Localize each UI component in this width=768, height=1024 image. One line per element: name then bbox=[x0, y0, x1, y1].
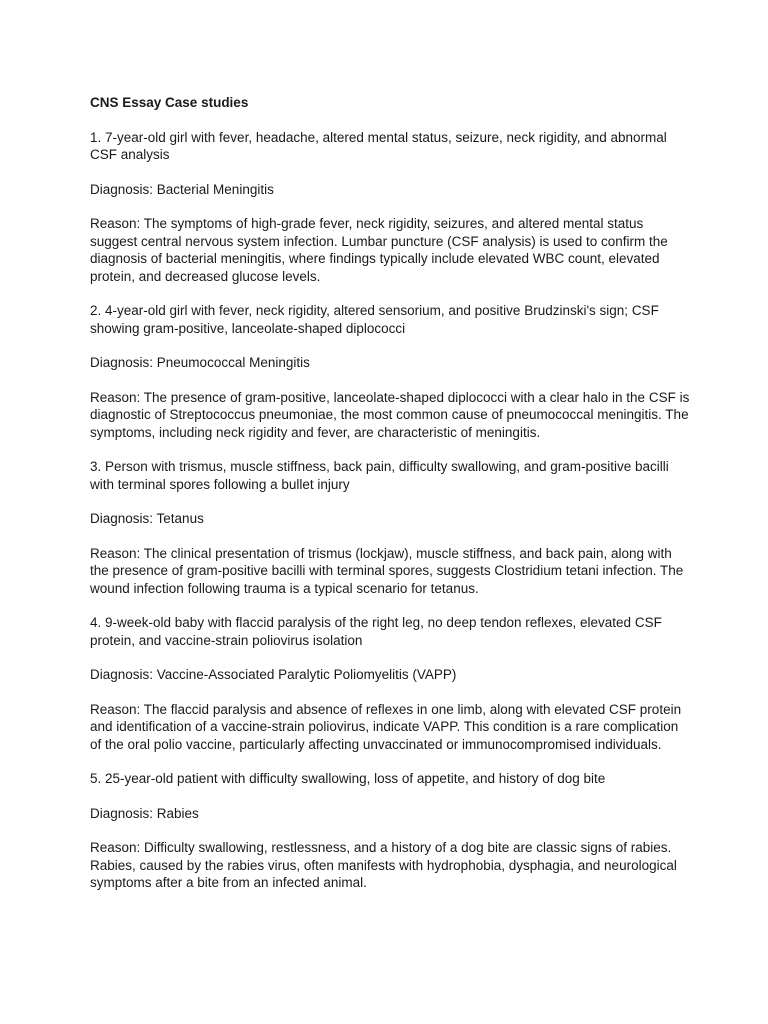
case-3-reason: Reason: The clinical presentation of trismus (lockjaw), muscle stiffness, and back pain, along with the presence of gram-positive bacilli with terminal spores, suggests Clostridium tetani infection. The wound infection following trauma is a typical scenario for tetanus. bbox=[90, 545, 684, 596]
case-5-description: 5. 25-year-old patient with difficulty swallowing, loss of appetite, and history of dog bite bbox=[90, 771, 606, 786]
case-4-description: 4. 9-week-old baby with flaccid paralysis of the right leg, no deep tendon reflexes, elevated CSF protein, and vaccine-strain poliovirus isolation bbox=[90, 615, 662, 648]
case-1-diagnosis: Diagnosis: Bacterial Meningitis bbox=[90, 181, 274, 197]
case-5-reason: Reason: Difficulty swallowing, restlessness, and a history of a dog bite are classic signs of rabies. Rabies, caused by the rabies virus, often manifests with hydrophobia, dysphagia, and neurological symptoms after a bite from an infected animal. bbox=[90, 840, 677, 890]
case-5-diagnosis: Diagnosis: Rabies bbox=[90, 805, 199, 821]
case-2-description: 2. 4-year-old girl with fever, neck rigidity, altered sensorium, and positive Brudzinski's sign; CSF showing gram-positive, lanceolate-shaped diplococci bbox=[90, 303, 659, 336]
case-1-reason: Reason: The symptoms of high-grade fever, neck rigidity, seizures, and altered mental status suggest central nervous system infection. Lumbar puncture (CSF analysis) is used to confirm the diagnosis of bacterial meningitis, where findings typically include elevated WBC count, elevated protein, and decreased glucose levels. bbox=[90, 216, 668, 284]
case-3-description: 3. Person with trismus, muscle stiffness, back pain, difficulty swallowing, and gram-positive bacilli with terminal spores following a bullet injury bbox=[90, 459, 669, 492]
case-4-reason: Reason: The flaccid paralysis and absence of reflexes in one limb, along with elevated CSF protein and identification of a vaccine-strain poliovirus, indicate VAPP. This condition is a rare complication of the oral polio vaccine, particularly affecting unvaccinated or immunocompromised individuals. bbox=[90, 701, 682, 752]
case-1-description: 1. 7-year-old girl with fever, headache, altered mental status, seizure, neck rigidity, and abnormal CSF analysis bbox=[90, 129, 667, 162]
case-2-reason: Reason: The presence of gram-positive, lanceolate-shaped diplococci with a clear halo in the CSF is diagnostic of Streptococcus pneumoniae, the most common cause of pneumococcal meningitis. The symptoms, including neck rigidity and fever, are characteristic of meningitis. bbox=[90, 389, 690, 440]
document-title: CNS Essay Case studies bbox=[90, 95, 249, 110]
document-page bbox=[90, 94, 690, 892]
case-2-diagnosis: Diagnosis: Pneumococcal Meningitis bbox=[90, 355, 310, 370]
case-3-diagnosis: Diagnosis: Tetanus bbox=[90, 511, 204, 526]
case-4-diagnosis: Diagnosis: Vaccine-Associated Paralytic Poliomyelitis (VAPP) bbox=[90, 667, 457, 682]
